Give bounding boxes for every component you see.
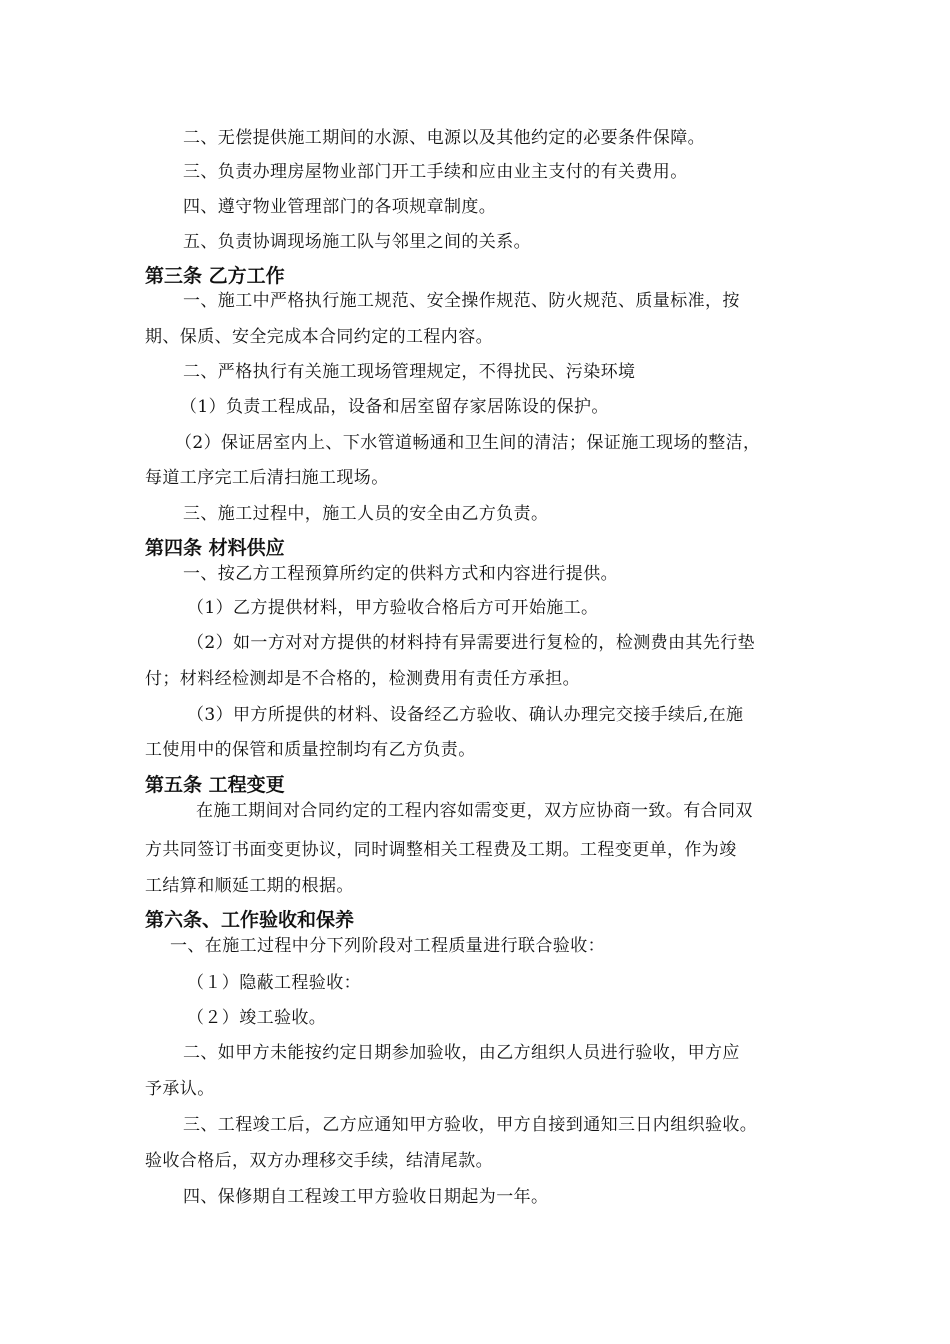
- paragraph-line: （1）负责工程成品，设备和居室留存家居陈设的保护。: [180, 397, 609, 417]
- article-6-heading: 第六条、工作验收和保养: [145, 909, 355, 931]
- paragraph-line: （1）乙方提供材料，甲方验收合格后方可开始施工。: [187, 598, 599, 618]
- paragraph-line: 方共同签订书面变更协议，同时调整相关工程费及工期。工程变更单，作为竣: [145, 840, 737, 860]
- paragraph-line: 每道工序完工后清扫施工现场。: [145, 468, 389, 488]
- paragraph-line: （2）如一方对对方提供的材料持有异需要进行复检的，检测费由其先行垫: [187, 633, 756, 653]
- paragraph-line: 一、按乙方工程预算所约定的供料方式和内容进行提供。: [183, 564, 618, 584]
- article-3-heading: 第三条 乙方工作: [145, 265, 285, 287]
- paragraph-line: 二、严格执行有关施工现场管理规定，不得扰民、污染环境: [183, 362, 636, 382]
- paragraph-line: 二、无偿提供施工期间的水源、电源以及其他约定的必要条件保障。: [183, 128, 705, 148]
- paragraph-line: （２）竣工验收。: [187, 1008, 327, 1028]
- paragraph-line: 三、工程竣工后，乙方应通知甲方验收，甲方自接到通知三日内组织验收。: [183, 1115, 758, 1135]
- article-4-heading: 第四条 材料供应: [145, 537, 285, 559]
- article-5-heading: 第五条 工程变更: [145, 774, 285, 796]
- paragraph-line: 予承认。: [145, 1079, 215, 1099]
- paragraph-line: 三、施工过程中，施工人员的安全由乙方负责。: [183, 504, 549, 524]
- paragraph-line: 工结算和顺延工期的根据。: [145, 876, 354, 896]
- paragraph-line: 四、保修期自工程竣工甲方验收日期起为一年。: [183, 1187, 549, 1207]
- paragraph-line: 五、负责协调现场施工队与邻里之间的关系。: [183, 232, 531, 252]
- paragraph-line: 在施工期间对合同约定的工程内容如需变更，双方应协商一致。有合同双: [196, 801, 753, 821]
- paragraph-line: 验收合格后，双方办理移交手续，结清尾款。: [145, 1151, 493, 1171]
- paragraph-line: （１）隐蔽工程验收：: [187, 973, 361, 993]
- paragraph-line: 四、遵守物业管理部门的各项规章制度。: [183, 197, 497, 217]
- paragraph-line: 一、在施工过程中分下列阶段对工程质量进行联合验收：: [170, 936, 605, 956]
- paragraph-line: 二、如甲方未能按约定日期参加验收，由乙方组织人员进行验收，甲方应: [183, 1043, 740, 1063]
- paragraph-line: （3）甲方所提供的材料、设备经乙方验收、确认办理完交接手续后,在施: [187, 705, 744, 725]
- paragraph-line: （2）保证居室内上、下水管道畅通和卫生间的清洁；保证施工现场的整洁，: [175, 433, 761, 453]
- paragraph-line: 期、保质、安全完成本合同约定的工程内容。: [145, 327, 493, 347]
- paragraph-line: 一、施工中严格执行施工规范、安全操作规范、防火规范、质量标准，按: [183, 291, 740, 311]
- paragraph-line: 三、负责办理房屋物业部门开工手续和应由业主支付的有关费用。: [183, 162, 688, 182]
- paragraph-line: 工使用中的保管和质量控制均有乙方负责。: [145, 740, 476, 760]
- paragraph-line: 付；材料经检测却是不合格的，检测费用有责任方承担。: [145, 669, 580, 689]
